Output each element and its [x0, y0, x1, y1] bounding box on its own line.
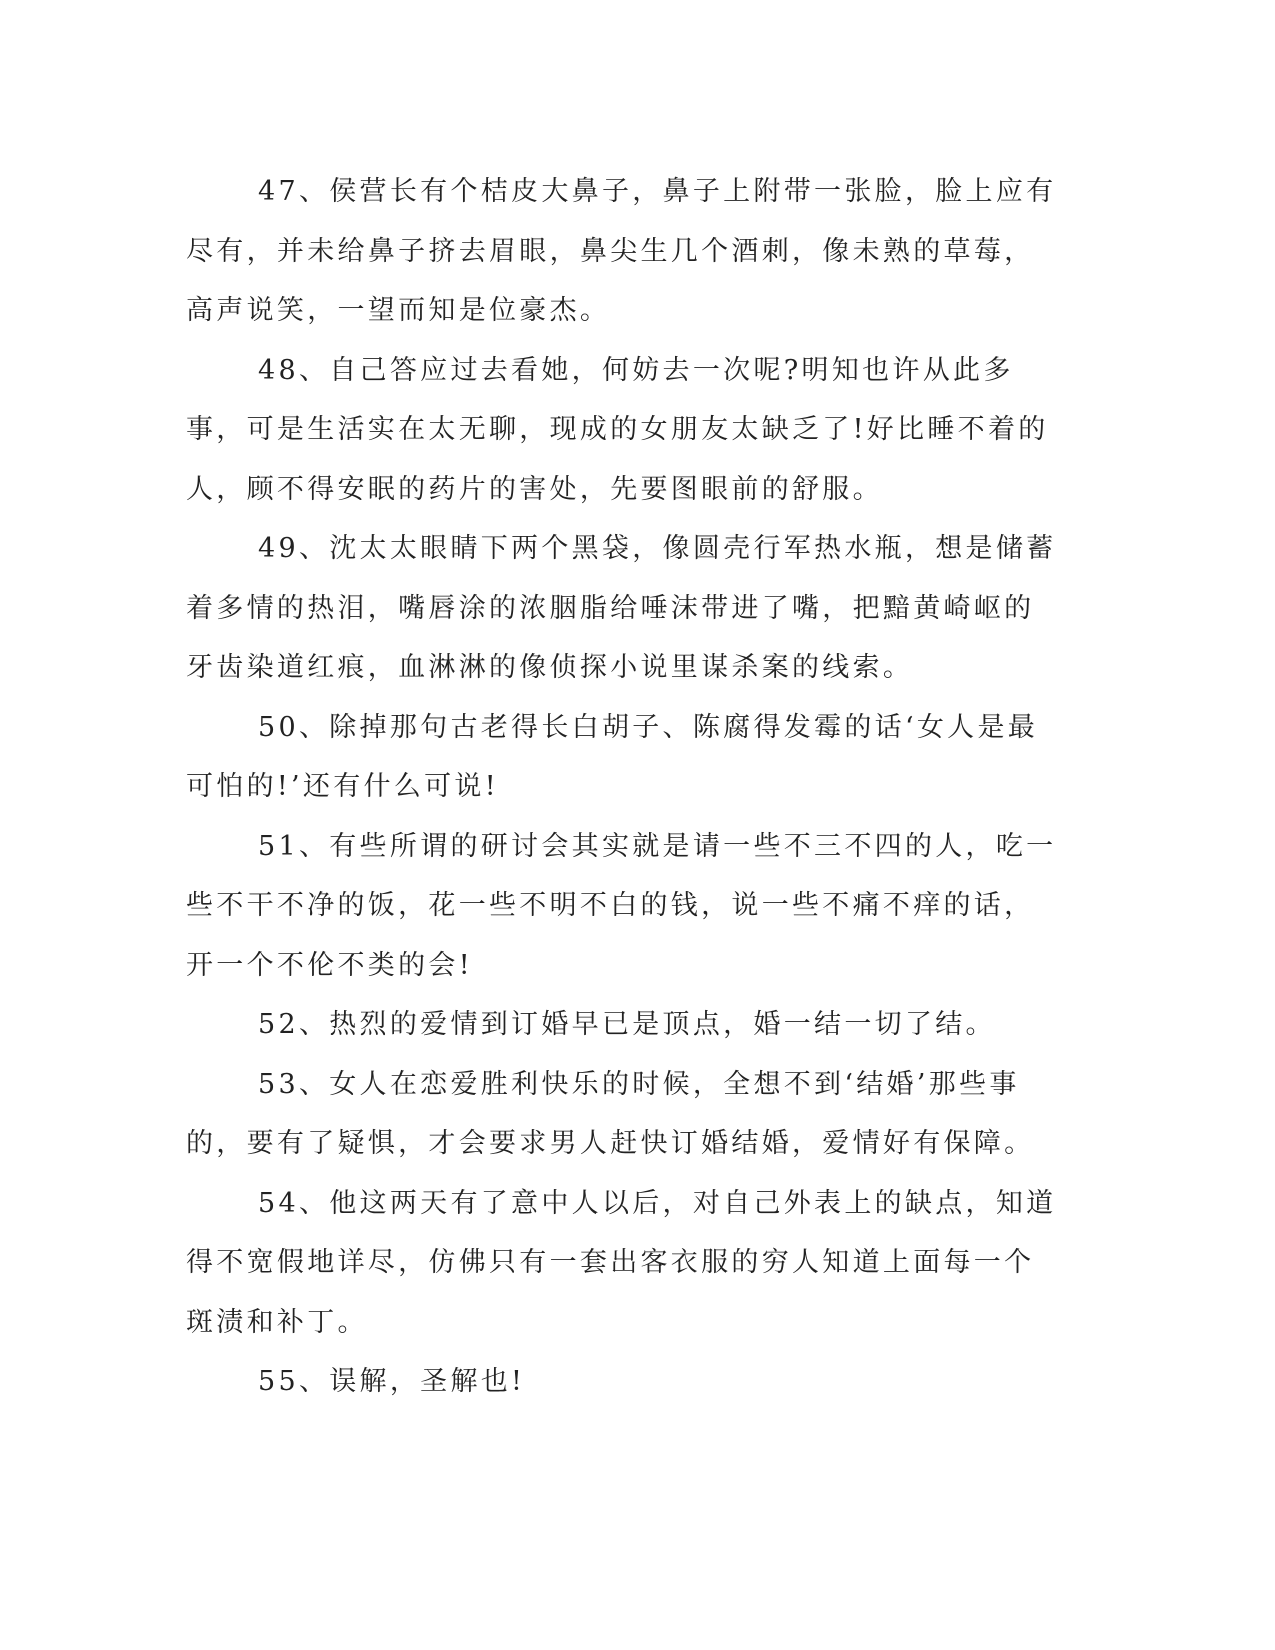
paragraph-53: 53、女人在恋爱胜利快乐的时候，全想不到‘结婚’那些事的，要有了疑惧，才会要求男人赶快订婚结婚，爱情好有保障。: [186, 1068, 1035, 1159]
paragraph-50: 50、除掉那句古老得长白胡子、陈腐得发霉的话‘女人是最可怕的!’还有什么可说!: [186, 711, 1039, 802]
paragraph-49: 49、沈太太眼睛下两个黑袋，像圆壳行军热水瓶，想是储蓄着多情的热泪，嘴唇涂的浓胭脂给唾沫带进了嘴，把黯黄崎岖的牙齿染道红痕，血淋淋的像侦探小说里谋杀案的线索。: [186, 533, 1057, 683]
paragraph-47: 47、侯营长有个桔皮大鼻子，鼻子上附带一张脸，脸上应有尽有，并未给鼻子挤去眉眼，鼻尖生几个酒刺，像未熟的草莓，高声说笑，一望而知是位豪杰。: [186, 176, 1057, 326]
paragraph-48: 48、自己答应过去看她，何妨去一次呢?明知也许从此多事，可是生活实在太无聊，现成的女朋友太缺乏了!好比睡不着的人，顾不得安眠的药片的害处，先要图眼前的舒服。: [186, 354, 1049, 505]
paragraph-54: 54、他这两天有了意中人以后，对自己外表上的缺点，知道得不宽假地详尽，仿佛只有一套出客衣服的穷人知道上面每一个斑渍和补丁。: [186, 1187, 1057, 1338]
document-body: [186, 162, 1061, 1412]
paragraph-52: 52、热烈的爱情到订婚早已是顶点，婚一结一切了结。: [258, 1009, 996, 1040]
paragraph-51: 51、有些所谓的研讨会其实就是请一些不三不四的人，吃一些不干不净的饭，花一些不明不白的钱，说一些不痛不痒的话，开一个不伦不类的会!: [186, 830, 1057, 981]
paragraph-55: 55、误解，圣解也!: [258, 1366, 526, 1397]
